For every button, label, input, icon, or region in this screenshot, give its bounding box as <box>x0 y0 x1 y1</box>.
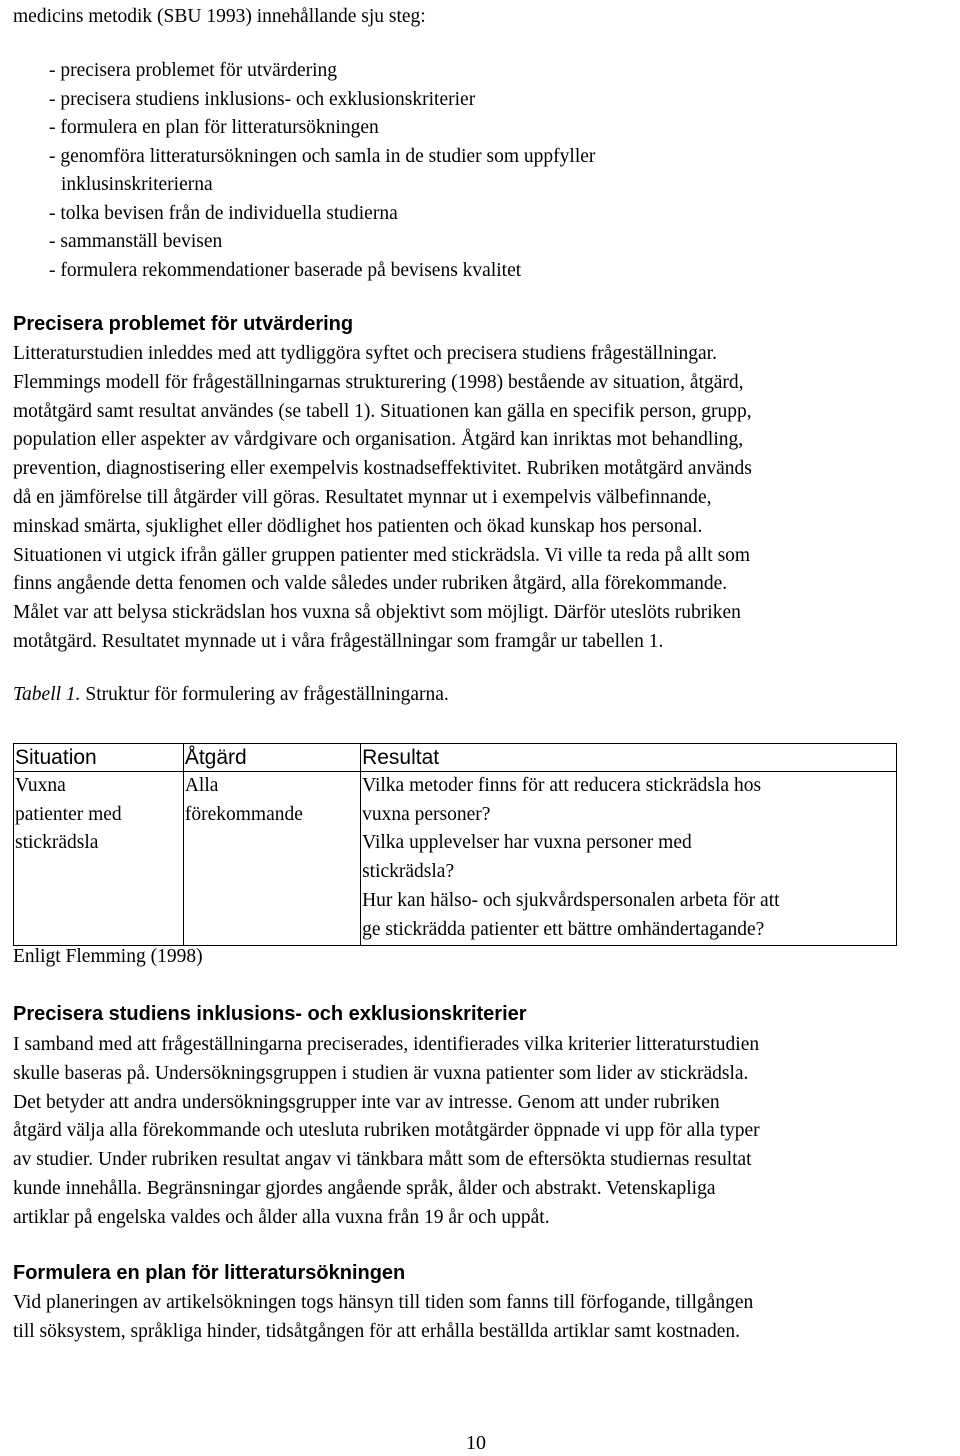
page-number: 10 <box>466 1432 486 1454</box>
header-resultat: Resultat <box>361 744 897 772</box>
cell-line: vuxna personer? <box>362 803 491 825</box>
section-body-criteria <box>13 1031 960 1233</box>
list-item: - precisera studiens inklusions- och exklusionskriterier <box>49 88 476 110</box>
cell-line: stickrädsla <box>15 832 99 854</box>
paragraph-line: finns angående detta fenomen och valde således under rubriken åtgärd, alla förekommande. <box>13 573 728 595</box>
paragraph-line: artiklar på engelska valdes och ålder alla vuxna från 19 år och uppåt. <box>13 1206 550 1228</box>
paragraph-line: motåtgärd samt resultat användes (se tabell 1). Situationen kan gälla en specifik person, grupp, <box>13 400 752 422</box>
cell-line: förekommande <box>184 803 303 825</box>
cell-line: Vuxna <box>15 775 66 796</box>
paragraph-line: prevention, diagnostisering eller exempelvis kostnadseffektivitet. Rubriken motåtgärd används <box>13 458 752 480</box>
list-item: - precisera problemet för utvärdering <box>49 60 338 81</box>
paragraph-line: åtgärd välja alla förekommande och utesluta rubriken motåtgärder öppnade vi upp för alla typer <box>13 1120 760 1142</box>
table-row <box>14 772 897 946</box>
section-heading-search-plan: Formulera en plan för litteratursökningen <box>13 1262 406 1284</box>
section-heading-criteria: Precisera studiens inklusions- och exklusionskriterier <box>13 1003 527 1025</box>
paragraph-line: motåtgärd. Resultatet mynnade ut i våra frågeställningar som framgår ur tabellen 1. <box>13 630 664 652</box>
cell-line: patienter med <box>15 803 122 825</box>
list-item: - genomföra litteratursökningen och samla in de studier som uppfyller <box>49 145 596 167</box>
list-item: - formulera en plan för litteratursökningen <box>49 117 379 138</box>
list-item-continuation: inklusinskriterierna <box>61 174 213 195</box>
paragraph-line: Vid planeringen av artikelsökningen togs hänsyn till tiden som fanns till förfogande, tillgången <box>13 1292 754 1313</box>
table-caption-label: Tabell 1. <box>13 684 81 705</box>
cell-line: Vilka metoder finns för att reducera stickrädsla hos <box>362 775 762 796</box>
cell-line: Hur kan hälso- och sjukvårdspersonalen arbeta för att <box>362 889 780 911</box>
cell-resultat <box>361 772 897 946</box>
paragraph-line: Flemmings modell för frågeställningarnas strukturering (1998) bestående av situation, åtgärd, <box>13 371 744 393</box>
cell-situation <box>14 772 184 946</box>
cell-atgard <box>183 772 360 946</box>
paragraph-line: Situationen vi utgick ifrån gäller gruppen patienter med stickrädsla. Vi ville ta reda på allt som <box>13 544 751 566</box>
list-item: - tolka bevisen från de individuella studierna <box>49 202 398 224</box>
list-item: - formulera rekommendationer baserade på bevisens kvalitet <box>49 259 522 281</box>
paragraph-line: population eller aspekter av vårdgivare och organisation. Åtgärd kan inriktas mot behandling, <box>13 429 744 451</box>
paragraph-line: då en jämförelse till åtgärder vill göras. Resultatet mynnar ut i exempelvis välbefinnande, <box>13 486 712 508</box>
method-steps-list <box>49 57 595 285</box>
paragraph-line: Det betyder att andra undersökningsgrupper inte var av intresse. Genom att under rubriken <box>13 1091 720 1113</box>
table-source: Enligt Flemming (1998) <box>13 946 203 967</box>
table-caption <box>13 684 449 706</box>
cell-line: Alla <box>184 775 219 796</box>
table-caption-text: Struktur för formulering av frågeställningarna. <box>80 684 449 705</box>
paragraph-line: Målet var att belysa stickrädslan hos vuxna så objektivt som möjligt. Därför uteslöts rubriken <box>13 602 741 624</box>
section-body-problem <box>13 340 960 657</box>
table-header-row <box>14 744 897 772</box>
list-item: - sammanställ bevisen <box>49 231 223 252</box>
paragraph-line: av studier. Under rubriken resultat angav vi tänkbara mått som de eftersökta studiernas resultat <box>13 1149 752 1171</box>
header-atgard: Åtgärd <box>183 744 360 772</box>
paragraph-line: skulle baseras på. Undersökningsgruppen i studien är vuxna patienter som lider av stickrädsla. <box>13 1062 749 1084</box>
section-heading-problem: Precisera problemet för utvärdering <box>13 313 354 335</box>
cell-line: stickrädsla? <box>362 861 455 883</box>
paragraph-line: Litteraturstudien inleddes med att tydliggöra syftet och precisera studiens frågeställningar. <box>13 343 717 364</box>
paragraph-line: kunde innehålla. Begränsningar gjordes angående språk, ålder och abstrakt. Vetenskapliga <box>13 1177 716 1199</box>
paragraph-line: minskad smärta, sjuklighet eller dödlighet hos patienten och ökad kunskap hos personal. <box>13 515 703 537</box>
paragraph-line: till söksystem, språkliga hinder, tidsåtgången för att erhålla beställda artiklar samt kostnaden. <box>13 1320 741 1342</box>
cell-line: Vilka upplevelser har vuxna personer med <box>362 832 692 854</box>
intro-line: medicins metodik (SBU 1993) innehållande sju steg: <box>13 6 426 27</box>
paragraph-line: I samband med att frågeställningarna preciserades, identifierades vilka kriterier litteraturstudien <box>13 1034 760 1055</box>
cell-line: ge stickrädda patienter ett bättre omhändertagande? <box>362 918 765 940</box>
header-situation: Situation <box>14 744 184 772</box>
section-body-search-plan <box>13 1289 960 1347</box>
question-structure-table <box>13 743 897 946</box>
